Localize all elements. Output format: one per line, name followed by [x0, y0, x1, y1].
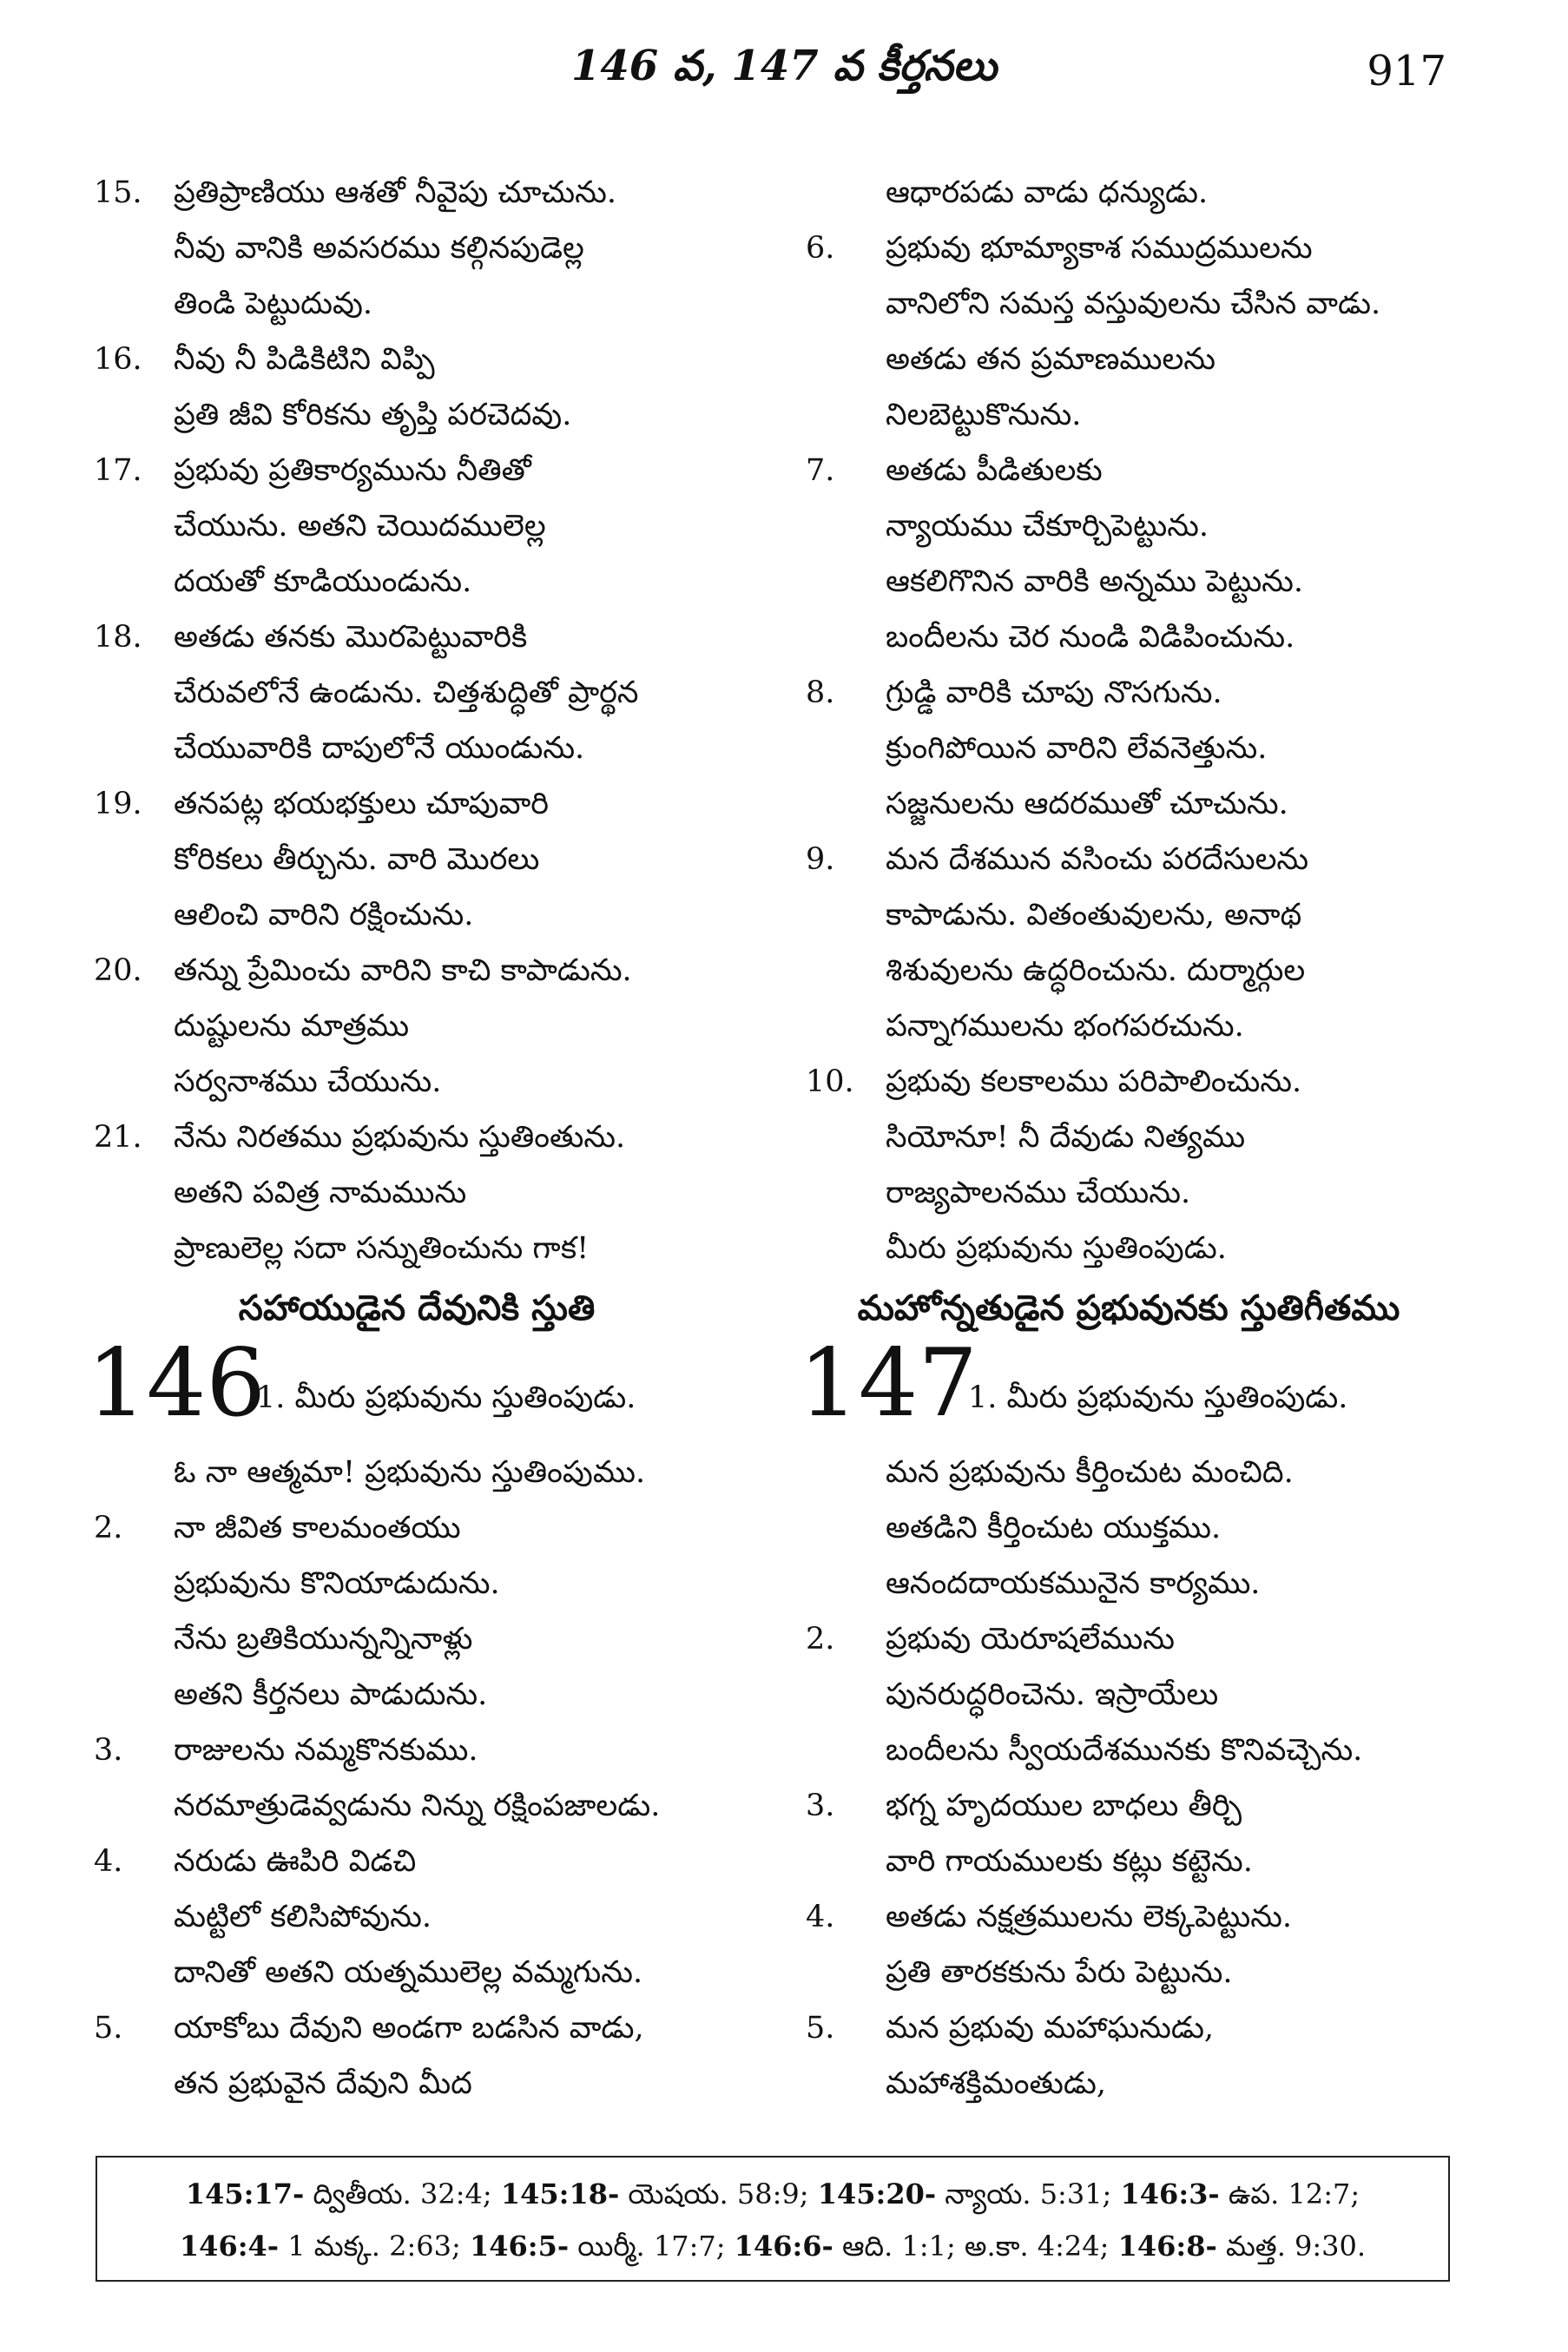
- verse-line: [799, 1221, 1459, 1276]
- verse-line: [799, 1611, 1459, 1667]
- footnote-text: న్యాయ. 5:31;: [936, 2177, 1121, 2210]
- verse-number: 18.: [94, 620, 142, 655]
- verse-text: వారి గాయములకు కట్లు కట్టెను.: [886, 1844, 1253, 1879]
- verse-text: అతని కీర్తనలు పాడుదును.: [174, 1677, 488, 1712]
- verse-line: [87, 443, 747, 498]
- psalm-number: 147: [799, 1329, 978, 1438]
- verse-text: నరమాత్రుడెవ్వడును నిన్ను రక్షింపజాలడు.: [174, 1789, 661, 1823]
- verse-number: 8.: [806, 675, 835, 710]
- verse-text: అతడిని కీర్తించుట యుక్తము.: [886, 1511, 1222, 1545]
- verse-line: [87, 1611, 747, 1667]
- footnote-text: ఆది. 1:1; అ.కా. 4:24;: [833, 2230, 1118, 2263]
- verse-text: నీవు వానికి అవసరము కల్గినపుడెల్ల: [174, 231, 584, 266]
- footnote-ref: 146:4-: [179, 2230, 280, 2263]
- verse-text: పన్నాగములను భంగపరచును.: [886, 1009, 1244, 1044]
- page-header: [0, 33, 1568, 111]
- verse-line: [87, 1723, 747, 1778]
- verse-text: నరుడు ఊపిరి విడచి: [174, 1844, 417, 1879]
- verse-text: 1. మీరు ప్రభువును స్తుతింపుడు.: [256, 1380, 636, 1415]
- verse-line: [799, 221, 1459, 276]
- verse-number: 21.: [94, 1120, 142, 1155]
- verse-text: దుష్టులను మాత్రము: [174, 1009, 410, 1044]
- verse-text: ప్రతి జీవి కోరికను తృప్తి పరచెదవు.: [174, 398, 572, 432]
- verse-text: ఆలించి వారిని రక్షించును.: [174, 898, 474, 932]
- verse-line: [87, 1834, 747, 1889]
- verse-text: మీరు ప్రభువును స్తుతింపుడు.: [886, 1231, 1227, 1266]
- verse-text: మన దేశమున వసించు పరదేసులను: [886, 842, 1309, 877]
- verse-text: శిశువులను ఉద్ధరించును. దుర్మార్గుల: [886, 953, 1306, 988]
- verse-line: [87, 1667, 747, 1723]
- verse-text: ప్రభువు కలకాలము పరిపాలించును.: [886, 1064, 1302, 1099]
- psalm-start: [799, 1329, 1459, 1445]
- verse-line: [799, 665, 1459, 721]
- verse-text: మన ప్రభువు మహాఘనుడు,: [886, 2011, 1215, 2046]
- verse-text: అతడు తనకు మొరపెట్టువారికి: [174, 620, 528, 655]
- verse-line: [87, 721, 747, 776]
- verse-number: 10.: [806, 1064, 854, 1099]
- verse-text: నా జీవిత కాలమంతయు: [174, 1511, 461, 1545]
- verse-text: మహాశక్తిమంతుడు,: [886, 2066, 1106, 2101]
- verse-line: [87, 2000, 747, 2056]
- verse-text: పునరుద్ధరించెను. ఇస్రాయేలు: [886, 1677, 1219, 1712]
- verse-line: [799, 1165, 1459, 1221]
- verse-number: 5.: [94, 2011, 123, 2046]
- verse-text: న్యాయము చేకూర్చిపెట్టును.: [886, 509, 1209, 544]
- verse-number: 5.: [806, 2011, 835, 2046]
- verse-text: కాపాడును. వితంతువులను, అనాథ: [886, 898, 1302, 932]
- verse-line: [87, 554, 747, 609]
- verse-line: [87, 1165, 747, 1221]
- verse-text: ఓ నా ఆత్మమా! ప్రభువును స్తుతింపుము.: [174, 1455, 646, 1490]
- verse-text: యాకోబు దేవుని అండగా బడసిన వాడు,: [174, 2011, 644, 2046]
- verse-line: [799, 387, 1459, 443]
- verse-text: అతడు తన ప్రమాణములను: [886, 342, 1216, 377]
- right-column: [799, 165, 1459, 2112]
- verse-line: [799, 1054, 1459, 1110]
- verse-text: ప్రతిప్రాణియు ఆశతో నీవైపు చూచును.: [174, 175, 616, 210]
- verse-line: [87, 1054, 747, 1110]
- verse-line: [799, 443, 1459, 498]
- verse-text: ప్రభువు యెరూషలేమును: [886, 1622, 1175, 1657]
- footnote-text: 1 మక్క. 2:63;: [279, 2230, 470, 2263]
- verse-text: అతని పవిత్ర నామమును: [174, 1176, 467, 1210]
- verse-text: ఆధారపడు వాడు ధన్యుడు.: [886, 175, 1209, 210]
- verse-number: 4.: [94, 1844, 123, 1879]
- footnote-text: ఉప. 12:7;: [1219, 2177, 1360, 2210]
- verse-text: చేయును. అతని చెయిదములెల్ల: [174, 509, 546, 544]
- verse-line: [87, 1110, 747, 1165]
- verse-line: [87, 609, 747, 665]
- verse-line: [87, 2056, 747, 2112]
- verse-line: [87, 776, 747, 832]
- footnote-line: [118, 2220, 1427, 2272]
- verse-number: 2.: [806, 1622, 835, 1657]
- verse-text: అతడు పీడితులకు: [886, 453, 1103, 488]
- verse-number: 6.: [806, 231, 835, 266]
- verse-line: [799, 832, 1459, 887]
- footnote-text: మత్త. 9:30.: [1216, 2230, 1367, 2263]
- verse-text: తనపట్ల భయభక్తులు చూపువారి: [174, 787, 550, 821]
- verse-text: ఆకలిగొనిన వారికి అన్నము పెట్టును.: [886, 564, 1303, 599]
- page-number: 917: [1367, 47, 1446, 96]
- verse-line: [87, 1889, 747, 1945]
- verse-number: 16.: [94, 342, 142, 377]
- verse-text: గ్రుడ్డి వారికి చూపు నొసగును.: [886, 675, 1222, 710]
- verse-line: [799, 1723, 1459, 1778]
- verse-text: ఆనందదాయకమునైన కార్యము.: [886, 1566, 1261, 1601]
- verse-line: [799, 1500, 1459, 1556]
- verse-text: తిండి పెట్టుదువు.: [174, 287, 373, 321]
- verse-number: 4.: [806, 1900, 835, 1934]
- footnote-ref: 145:18-: [500, 2177, 620, 2210]
- verse-number: 9.: [806, 842, 835, 877]
- verse-text: నీవు నీ పిడికిటిని విప్పి: [174, 342, 435, 377]
- verse-line: [87, 332, 747, 387]
- verse-line: [799, 1945, 1459, 2000]
- verse-line: [87, 221, 747, 276]
- verse-line: [87, 1445, 747, 1500]
- verse-line: [799, 776, 1459, 832]
- footnote-text: యిర్మీ. 17:7;: [569, 2230, 735, 2263]
- verse-number: 3.: [94, 1733, 123, 1768]
- verse-line: [87, 943, 747, 998]
- verse-text: దానితో అతని యత్నములెల్ల వమ్మగును.: [174, 1955, 643, 1990]
- verse-line: [799, 943, 1459, 998]
- verse-line: [87, 1221, 747, 1276]
- verse-text: కోరికలు తీర్చును. వారి మొరలు: [174, 842, 540, 877]
- verse-line: [799, 609, 1459, 665]
- verse-text: నేను బ్రతికియున్నన్నినాళ్లు: [174, 1622, 473, 1657]
- verse-line: [799, 1778, 1459, 1834]
- verse-line: [799, 332, 1459, 387]
- verse-text: బందీలను స్వీయదేశమునకు కొనివచ్చెను.: [886, 1733, 1363, 1768]
- verse-line: [87, 387, 747, 443]
- verse-line: [87, 498, 747, 554]
- verse-number: 15.: [94, 175, 142, 210]
- psalm-heading: మహోన్నతుడైన ప్రభువునకు స్తుతిగీతము: [857, 1288, 1400, 1328]
- verse-line: [799, 2000, 1459, 2056]
- verse-text: బందీలను చెర నుండి విడిపించును.: [886, 620, 1295, 655]
- verse-line: [799, 276, 1459, 332]
- left-column: [87, 165, 747, 2112]
- footnote-text: ద్వితీయ. 32:4;: [304, 2177, 501, 2210]
- verse-line: [87, 832, 747, 887]
- verse-text: భగ్న హృదయుల బాధలు తీర్చి: [886, 1789, 1242, 1823]
- verse-line: [799, 165, 1459, 221]
- verse-line: [799, 1834, 1459, 1889]
- verse-text: సజ్జనులను ఆదరముతో చూచును.: [886, 787, 1288, 821]
- verse-text: ప్రభువును కొనియాడుదును.: [174, 1566, 500, 1601]
- verse-text: 1. మీరు ప్రభువును స్తుతింపుడు.: [968, 1380, 1348, 1415]
- verse-text: రాజులను నమ్మకొనకుము.: [174, 1733, 478, 1768]
- verse-text: నిలబెట్టుకొనును.: [886, 398, 1082, 432]
- verse-text: ప్రభువు ప్రతికార్యమును నీతితో: [174, 453, 531, 488]
- verse-text: మట్టిలో కలిసిపోవును.: [174, 1900, 432, 1934]
- verse-text: ప్రతి తారకకును పేరు పెట్టును.: [886, 1955, 1233, 1990]
- psalm-number: 146: [87, 1329, 267, 1438]
- verse-line: [87, 1500, 747, 1556]
- footnote-ref: 145:20-: [817, 2177, 937, 2210]
- verse-text: తన్ను ప్రేమించు వారిని కాచి కాపాడును.: [174, 953, 632, 988]
- verse-line: [799, 498, 1459, 554]
- verse-text: చేయువారికి దాపులోనే యుండును.: [174, 731, 585, 766]
- verse-text: సియోనూ! నీ దేవుడు నిత్యము: [886, 1120, 1246, 1155]
- verse-number: 20.: [94, 953, 142, 988]
- verse-text: నేను నిరతము ప్రభువును స్తుతింతును.: [174, 1120, 626, 1155]
- verse-text: వానిలోని సమస్త వస్తువులను చేసిన వాడు.: [886, 287, 1381, 321]
- verse-number: 19.: [94, 787, 142, 821]
- verse-line: [87, 1556, 747, 1611]
- verse-text: క్రుంగిపోయిన వారిని లేవనెత్తును.: [886, 731, 1268, 766]
- footnotes-box: [96, 2156, 1450, 2282]
- verse-number: 3.: [806, 1789, 835, 1823]
- page-title: 146 వ, 147 వ కీర్తనలు: [570, 42, 998, 90]
- verse-line: [87, 1778, 747, 1834]
- footnote-line: [118, 2168, 1427, 2220]
- psalm-heading: సహాయుడైన దేవునికి స్తుతి: [238, 1288, 596, 1328]
- psalm-start: [87, 1329, 747, 1445]
- verse-line: [799, 887, 1459, 943]
- verse-line: [799, 1889, 1459, 1945]
- verse-text: మన ప్రభువును కీర్తించుట మంచిది.: [886, 1455, 1294, 1490]
- verse-line: [799, 554, 1459, 609]
- verse-line: [799, 1667, 1459, 1723]
- verse-line: [87, 665, 747, 721]
- footnote-ref: 146:6-: [734, 2230, 833, 2263]
- footnote-ref: 145:17-: [185, 2177, 305, 2210]
- verse-line: [799, 1445, 1459, 1500]
- verse-text: తన ప్రభువైన దేవుని మీద: [174, 2066, 472, 2101]
- verse-number: 2.: [94, 1511, 123, 1545]
- verse-line: [87, 887, 747, 943]
- verse-text: సర్వనాశము చేయును.: [174, 1064, 442, 1099]
- verse-text: చేరువలోనే ఉండును. చిత్తశుద్ధితో ప్రార్థన: [174, 675, 639, 710]
- footnote-text: యెషయ. 58:9;: [619, 2177, 818, 2210]
- verse-line: [87, 998, 747, 1054]
- verse-text: ప్రభువు భూమ్యాకాశ సముద్రములను: [886, 231, 1313, 266]
- verse-line: [799, 2056, 1459, 2112]
- verse-line: [799, 998, 1459, 1054]
- footnote-ref: 146:3-: [1120, 2177, 1220, 2210]
- verse-line: [799, 1556, 1459, 1611]
- verse-line: [87, 276, 747, 332]
- verse-number: 17.: [94, 453, 142, 488]
- footnote-ref: 146:8-: [1117, 2230, 1217, 2263]
- verse-text: అతడు నక్షత్రములను లెక్కపెట్టును.: [886, 1900, 1293, 1934]
- verse-number: 7.: [806, 453, 835, 488]
- verse-line: [799, 721, 1459, 776]
- verse-line: [799, 1110, 1459, 1165]
- footnote-ref: 146:5-: [469, 2230, 570, 2263]
- verse-text: దయతో కూడియుండును.: [174, 564, 472, 599]
- verse-line: [87, 1945, 747, 2000]
- verse-line: [87, 165, 747, 221]
- verse-text: ప్రాణులెల్ల సదా సన్నుతించును గాక!: [174, 1231, 590, 1266]
- verse-text: రాజ్యపాలనము చేయును.: [886, 1176, 1191, 1210]
